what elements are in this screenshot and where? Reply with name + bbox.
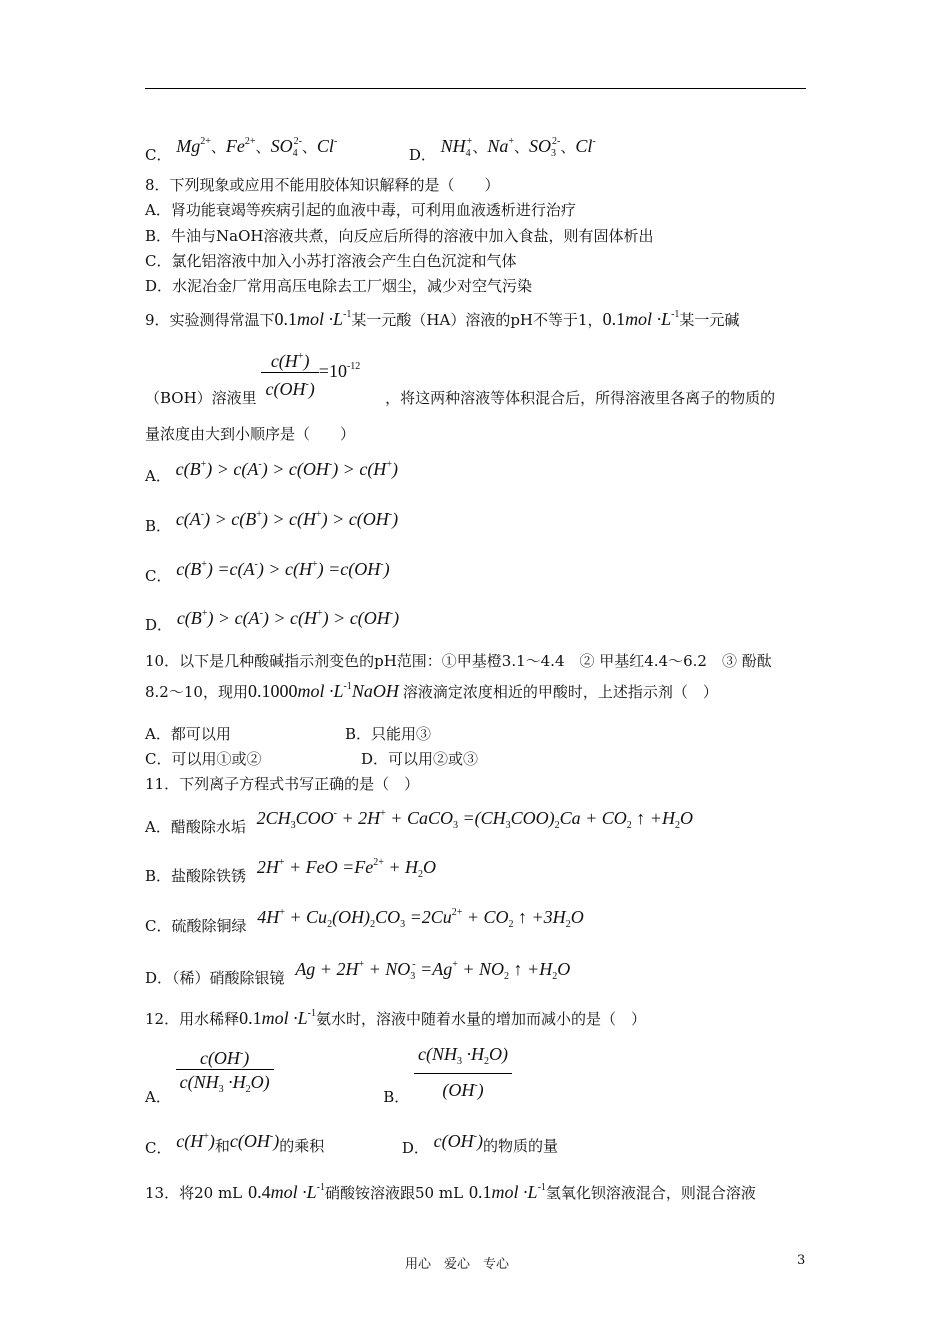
q8-option-b: B．牛油与NaOH溶液共煮，向反应后所得的溶液中加入食盐，则有固体析出: [145, 227, 654, 245]
q11-option-c: C．硫酸除铜绿 $4H^+ + Cu_2(OH)_2CO_3 =2Cu^{2+} + CO_2$ ↑ $+3H_2O$: [145, 907, 584, 935]
header-rule: [145, 88, 806, 89]
q11-option-b: B．盐酸除铁锈 2H+ + FeO $=Fe^{2+} + H_2O$: [145, 857, 437, 885]
q12-options-cd: C． c(H+)和c(OH-)的乘积 D． c(OH-)的物质的量: [145, 1131, 558, 1157]
q9-ratio-fraction: $\frac{c(H^+)}{c(OH^-)}$: [261, 347, 318, 399]
q8-option-c: C．氯化铝溶液中加入小苏打溶液会产生白色沉淀和气体: [145, 252, 517, 270]
q7-option-c-formula: $Mg^{2+}$: [176, 136, 211, 156]
q9-option-c: C． c(B+) =c(A-) > c(H+) =c(OH-): [145, 559, 390, 585]
q12-options-ab: A． $\frac{c(OH^-)}{c(NH_3 \cdot H_2O)}$ B． $\frac{c(NH_3 \cdot H_2O)}{(OH^-)}$: [145, 1050, 512, 1106]
q10-options-ab: [145, 724, 431, 744]
q9-option-d: D． c(B+) > c(A-) > c(H+) > c(OH-): [145, 608, 400, 634]
q11-option-d: D．（稀）硝酸除银镜 $Ag + 2H^+ + NO_3^- =Ag^+ + NO_2$ ↑ $+H_2O$: [145, 959, 571, 987]
q10-option-a: A．都可以用: [145, 725, 231, 743]
q8-option-d: D．水泥冶金厂常用高压电除去工厂烟尘，减少对空气污染: [145, 277, 533, 295]
q8-stem: 8．下列现象或应用不能用胶体知识解释的是（ ）: [145, 176, 500, 194]
q7-option-d-formula: $NH_4^+$: [440, 136, 473, 159]
q11-stem: 11．下列离子方程式书写正确的是（ ）: [145, 775, 420, 793]
q9-line-1: 9．实验测得常温下$0.1mol \cdot L^{-1}$某一元酸（HA）溶液的pH不等于1，$0.1mol \cdot L^{-1}$某一元碱: [145, 309, 740, 329]
q10-option-d: D．可以用②或③: [361, 750, 479, 768]
q9-ratio-value: $=10^{-12}$: [318, 361, 361, 381]
q7-options: C． $Mg^{2+}$、$Fe^{2+}$、$SO_4^{2-}$、Cl- D． $NH_4^+$、Na+、$SO_3^{2-}$、Cl-: [145, 136, 596, 164]
q9-line-3: 量浓度由大到小顺序是（ ）: [145, 425, 356, 443]
q10-line-1: 10．以下是几种酸碱指示剂变色的pH范围：①甲基橙3.1～4.4 ② 甲基红4.4～6.2 ③ 酚酞: [145, 652, 772, 670]
q8-option-a: A．肾功能衰竭等疾病引起的血液中毒，可利用血液透析进行治疗: [145, 201, 576, 219]
q12-option-a-fraction: $\frac{c(OH^-)}{c(NH_3 \cdot H_2O)}$: [176, 1044, 274, 1100]
page-number: 3: [797, 1253, 806, 1268]
q7-option-d-label: D．: [408, 146, 436, 164]
q10-option-c: C．可以用①或②: [145, 750, 262, 768]
q10-options-cd: [145, 749, 478, 769]
q7-option-c-label: C．: [145, 146, 172, 164]
q9-line-2: （BOH）溶液里 $\frac{c(H^+)}{c(OH^-)}$ $=10^{-12}$ ，将这两种溶液等体积混合后，所得溶液里各离子的物质的: [145, 353, 775, 405]
q13-stem: 13．将20 mL $0.4mol \cdot L^{-1}$硝酸铵溶液跟50 mL $0.1mol \cdot L^{-1}$氢氧化钡溶液混合，则混合溶液: [145, 1182, 756, 1202]
q11-option-a: A．醋酸除水垢 $2CH_3COO^- + 2H^+$ + CaCO$_3$ $=(CH_3COO)_2Ca + CO_2$ ↑ $+H_2O$: [145, 808, 693, 836]
q12-option-b-fraction: $\frac{c(NH_3 \cdot H_2O)}{(OH^-)}$: [414, 1044, 512, 1100]
q10-option-b: B．只能用③: [345, 725, 432, 743]
footer-motto: 用心 爱心 专心: [405, 1257, 510, 1272]
q10-line-2: 8.2～10，现用$0.1000mol \cdot L^{-1}NaOH$ 溶液滴定浓度相近的甲酸时，上述指示剂（ ）: [145, 681, 718, 701]
q12-stem: 12．用水稀释$0.1mol \cdot L^{-1}$氨水时，溶液中随着水量的增加而减小的是（ ）: [145, 1008, 646, 1028]
q9-option-b: B． c(A-) > c(B+) > c(H+) > c(OH-): [145, 509, 399, 535]
q9-option-a: A． c(B+) > c(A-) > c(OH-) > c(H+): [145, 459, 398, 485]
